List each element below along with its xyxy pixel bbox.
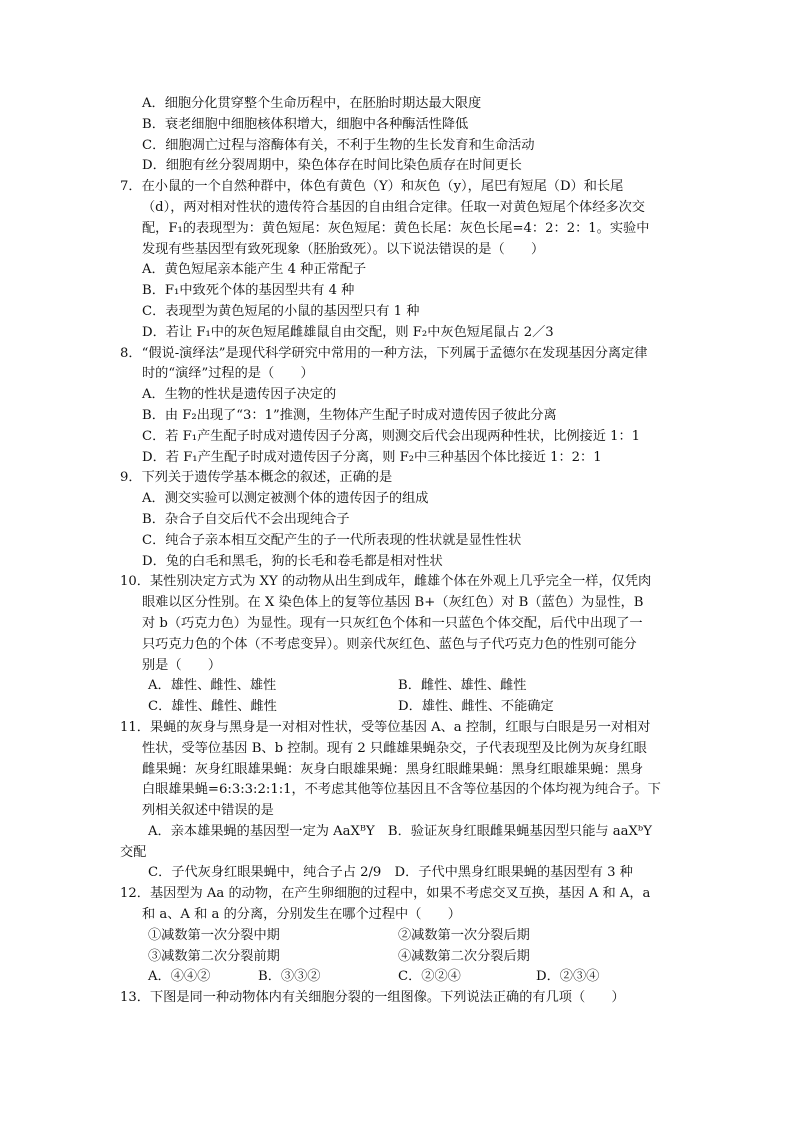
- text-line: 白眼雄果蝇=6:3:3:2:1:1，不考虑其他等位基因且不含等位基因的个体均视为纯合子。下: [142, 782, 661, 798]
- text-line: B．由 F₂出现了“3：1”推测，生物体产生配子时成对遗传因子彼此分离: [142, 407, 557, 423]
- text-line: D．细胞有丝分裂周期中，染色体存在时间比染色质存在时间更长: [142, 158, 522, 174]
- text-line: 11．果蝇的灰身与黑身是一对相对性状，受等位基因 A、a 控制，红眼与白眼是另一对相对: [120, 719, 651, 735]
- questions-6-to-10: [120, 94, 680, 676]
- text-line: 10．某性别决定方式为 XY 的动物从出生到成年，雌雄个体在外观上几乎完全一样，仅凭肉: [120, 574, 652, 590]
- questions-11-to-12: [120, 718, 680, 926]
- q10-option-c: C．雄性、雌性、雌性: [148, 699, 277, 715]
- q12-stage-2: ②减数第一次分裂后期: [398, 927, 530, 943]
- text-line: D．若 F₁产生配子时成对遗传因子分离，则 F₂中三种基因个体比接近 1：2：1: [142, 449, 602, 465]
- text-line: C．若 F₁产生配子时成对遗传因子分离，则测交后代会出现两种性状，比例接近 1：1: [142, 428, 641, 444]
- text-line: A．测交实验可以测定被测个体的遗传因子的组成: [142, 491, 429, 507]
- text-line: 雌果蝇：灰身红眼雄果蝇：灰身白眼雄果蝇：黑身红眼雌果蝇：黑身红眼雄果蝇：黑身: [142, 761, 644, 777]
- text-line: D．兔的白毛和黑毛，狗的长毛和卷毛都是相对性状: [142, 553, 443, 569]
- text-line: 9．下列关于遗传学基本概念的叙述，正确的是: [120, 470, 393, 486]
- text-line: C．纯合子亲本相互交配产生的子一代所表现的性状就是显性性状: [142, 532, 522, 548]
- text-line: C．表现型为黄色短尾的小鼠的基因型只有 1 种: [142, 303, 420, 319]
- text-line: 只巧克力色的个体（不考虑变异）。则亲代灰红色、蓝色与子代巧克力色的性别可能分: [142, 636, 637, 652]
- q10-option-row: [120, 676, 680, 697]
- text-line: 8．“假说-演绎法”是现代科学研究中常用的一种方法，下列属于孟德尔在发现基因分离定律: [120, 345, 648, 361]
- text-line: 12．基因型为 Aa 的动物，在产生卵细胞的过程中，如果不考虑交叉互换，基因 A 和 A，a: [120, 886, 651, 902]
- text-line: C．子代灰身红眼果蝇中，纯合子占 2/9 D．子代中黑身红眼果蝇的基因型有 3 种: [148, 865, 633, 881]
- q12-stage-row: [120, 947, 680, 968]
- q12-option-c: C．②②④: [398, 969, 461, 985]
- q12-stage-4: ④减数第二次分裂后期: [398, 948, 530, 964]
- text-line: 配，F₁的表现型为：黄色短尾：灰色短尾：黄色长尾：灰色长尾=4：2：2：1。实验中: [142, 220, 650, 236]
- q12-stage-3: ③减数第二次分裂前期: [148, 948, 280, 964]
- text-line: 时的“演绎”过程的是（ ）: [142, 366, 314, 382]
- q13-stem: 13．下图是同一种动物体内有关细胞分裂的一组图像。下列说法正确的有几项（ ）: [120, 990, 625, 1006]
- q12-stage-1: ①减数第一次分裂中期: [148, 927, 280, 943]
- q12-option-d: D．②③④: [536, 969, 600, 985]
- text-line: 和 a、A 和 a 的分离，分别发生在哪个过程中（ ）: [142, 907, 461, 923]
- q12-option-a: A．④④②: [148, 969, 211, 985]
- text-line: 发现有些基因型有致死现象（胚胎致死）。以下说法错误的是（ ）: [142, 241, 545, 257]
- text-line: 对 b（巧克力色）为显性。现有一只灰红色个体和一只蓝色个体交配，后代中出现了一: [142, 615, 643, 631]
- text-line: 7．在小鼠的一个自然种群中，体色有黄色（Y）和灰色（y），尾巴有短尾（D）和长尾: [120, 179, 624, 195]
- text-line: 性状，受等位基因 B、b 控制。现有 2 只雌雄果蝇杂交，子代表现型及比例为灰身红眼: [142, 740, 647, 756]
- q10-option-a: A．雄性、雌性、雄性: [148, 678, 277, 694]
- q12-option-b: B．③③②: [258, 969, 321, 985]
- text-line: A．亲本雄果蝇的基因型一定为 AaXᴮY B．验证灰身红眼雌果蝇基因型只能与 aaXᵇY: [148, 823, 652, 839]
- text-line: D．若让 F₁中的灰色短尾雌雄鼠自由交配，则 F₂中灰色短尾鼠占 2／3: [142, 324, 554, 340]
- text-line: A．黄色短尾亲本能产生 4 种正常配子: [142, 262, 367, 278]
- text-line: 别是（ ）: [142, 657, 222, 673]
- q10-option-row: [120, 697, 680, 718]
- text-line: A．细胞分化贯穿整个生命历程中，在胚胎时期达最大限度: [142, 96, 482, 111]
- text-line: B．F₁中致死个体的基因型共有 4 种: [142, 283, 355, 299]
- q10-option-b: B．雌性、雄性、雌性: [398, 678, 527, 694]
- text-line: （d），两对相对性状的遗传符合基因的自由组合定律。任取一对黄色短尾个体经多次交: [142, 199, 645, 215]
- exam-content: [120, 94, 680, 1009]
- q12-stage-row: [120, 926, 680, 947]
- text-line: 眼难以区分性别。在 X 染色体上的复等位基因 B+（灰红色）对 B（蓝色）为显性，B: [142, 595, 644, 611]
- text-line: 交配: [120, 844, 147, 860]
- q12-options: [120, 967, 680, 988]
- text-line: C．细胞凋亡过程与溶酶体有关，不利于生物的生长发育和生命活动: [142, 137, 535, 153]
- text-line: 列相关叙述中错误的是: [142, 803, 274, 819]
- q10-option-d: D．雄性、雌性、不能确定: [398, 699, 554, 715]
- text-line: A．生物的性状是遗传因子决定的: [142, 387, 337, 403]
- text-line: B．衰老细胞中细胞核体积增大，细胞中各种酶活性降低: [142, 116, 469, 132]
- text-line: B．杂合子自交后代不会出现纯合子: [142, 511, 350, 527]
